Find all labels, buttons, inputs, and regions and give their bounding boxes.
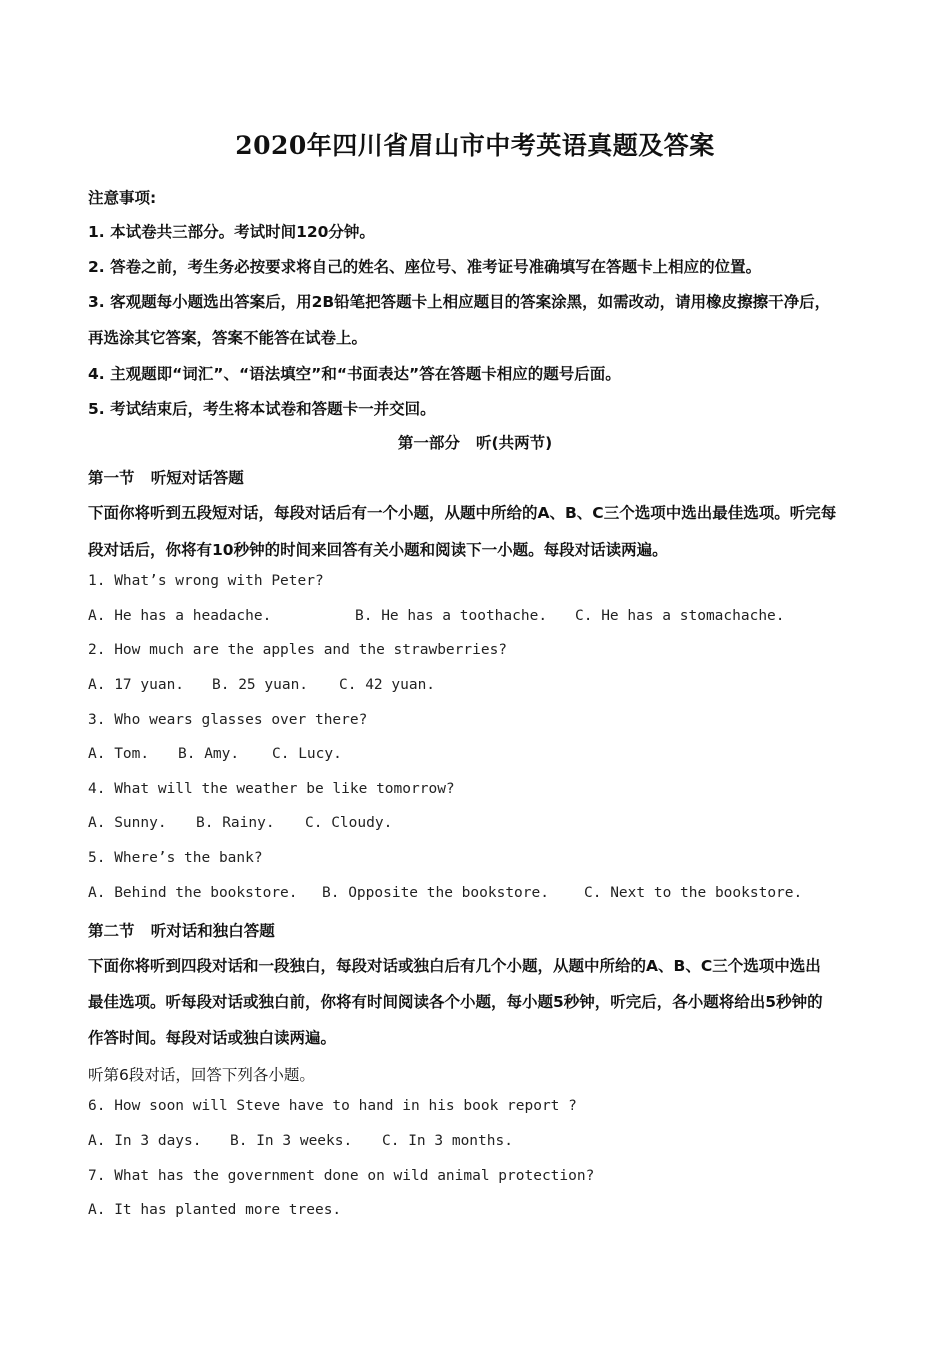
option-b: B. Opposite the bookstore.: [322, 885, 549, 901]
option-c: C. Next to the bookstore.: [584, 885, 803, 901]
question: 1. What’s wrong with Peter?: [88, 573, 324, 589]
option-a: A. In 3 days.: [88, 1133, 202, 1149]
option-b: B. Rainy.: [196, 815, 275, 831]
dialogue-intro: 听第6段对话，回答下列各小题。: [88, 1066, 315, 1084]
notice-item: 再选涂其它答案，答案不能答在试卷上。: [88, 329, 368, 347]
option-c: C. He has a stomachache.: [575, 608, 785, 624]
option-b: B. He has a toothache.: [355, 608, 548, 624]
option-c: C. Lucy.: [272, 746, 342, 762]
option-a: A. It has planted more trees.: [88, 1202, 342, 1218]
option-a: A. 17 yuan.: [88, 677, 185, 693]
option-a: A. Tom.: [88, 746, 150, 762]
option-c: C. 42 yuan.: [339, 677, 436, 693]
question: 2. How much are the apples and the strawberries?: [88, 642, 508, 658]
question: 5. Where’s the bank?: [88, 850, 263, 866]
question: 3. Who wears glasses over there?: [88, 712, 368, 728]
section-instructions: 最佳选项。听每段对话或独白前，你将有时间阅读各个小题，每小题5秒钟，听完后，各小题将给出5秒钟的: [88, 993, 823, 1011]
notice-item: 1. 本试卷共三部分。考试时间120分钟。: [88, 223, 375, 241]
question: 6. How soon will Steve have to hand in his book report ?: [88, 1098, 577, 1114]
notice-item: 3. 客观题每小题选出答案后，用2B铅笔把答题卡上相应题目的答案涂黑，如需改动，请用橡皮擦擦干净后，: [88, 293, 831, 311]
option-b: B. In 3 weeks.: [230, 1133, 353, 1149]
notice-heading: 注意事项:: [88, 189, 157, 207]
section-instructions: 作答时间。每段对话或独白读两遍。: [88, 1029, 337, 1047]
option-c: C. In 3 months.: [382, 1133, 513, 1149]
section-title: 第二节 听对话和独白答题: [88, 922, 275, 940]
option-c: C. Cloudy.: [305, 815, 393, 831]
page-title: 2020年四川省眉山市中考英语真题及答案: [235, 131, 715, 160]
option-b: B. Amy.: [178, 746, 240, 762]
part-title: 第一部分 听(共两节): [397, 434, 553, 452]
section-instructions: 段对话后，你将有10秒钟的时间来回答有关小题和阅读下一小题。每段对话读两遍。: [88, 541, 668, 559]
section-title: 第一节 听短对话答题: [88, 469, 244, 487]
notice-item: 5. 考试结束后，考生将本试卷和答题卡一并交回。: [88, 400, 436, 418]
section-instructions: 下面你将听到五段短对话，每段对话后有一个小题，从题中所给的A、B、C三个选项中选出最佳选项。听完每: [88, 504, 837, 522]
option-b: B. 25 yuan.: [212, 677, 309, 693]
option-a: A. He has a headache.: [88, 608, 272, 624]
notice-item: 4. 主观题即“词汇”、“语法填空”和“书面表达”答在答题卡相应的题号后面。: [88, 365, 621, 383]
option-a: A. Sunny.: [88, 815, 167, 831]
section-instructions: 下面你将听到四段对话和一段独白，每段对话或独白后有几个小题，从题中所给的A、B、C三个选项中选出: [88, 957, 821, 975]
option-a: A. Behind the bookstore.: [88, 885, 298, 901]
notice-item: 2. 答卷之前，考生务必按要求将自己的姓名、座位号、准考证号准确填写在答题卡上相应的位置。: [88, 258, 762, 276]
question: 4. What will the weather be like tomorrow?: [88, 781, 455, 797]
question: 7. What has the government done on wild animal protection?: [88, 1168, 595, 1184]
